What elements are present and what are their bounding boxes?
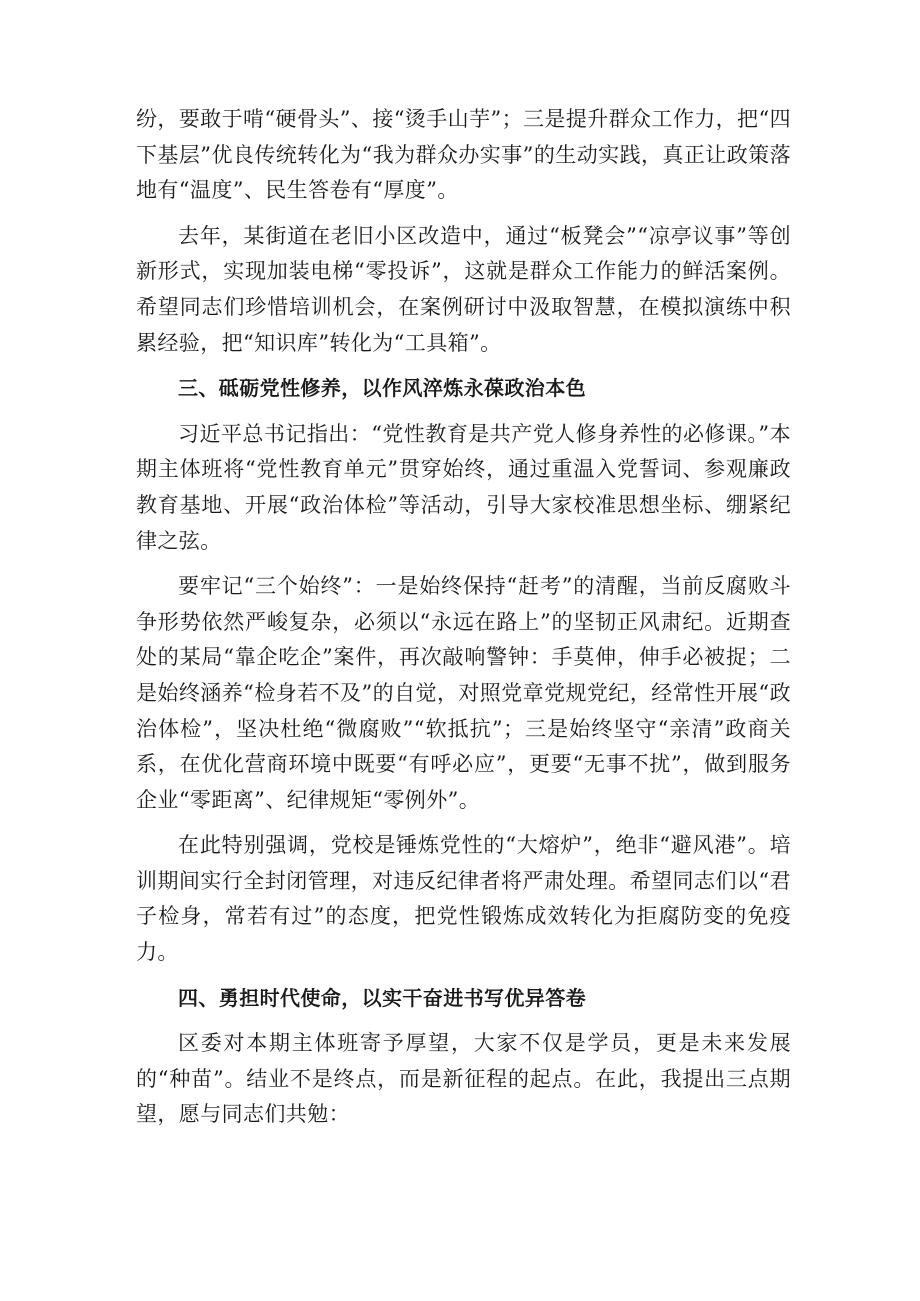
paragraph-gap xyxy=(136,407,791,417)
section-heading-3: 三、砥砺党性修养，以作风淬炼永葆政治本色 xyxy=(178,376,586,401)
section-heading-4: 四、勇担时代使命，以实干奋进书写优异答卷 xyxy=(178,985,586,1010)
paragraph-gap xyxy=(136,1016,791,1026)
paragraph-gap xyxy=(136,818,791,828)
paragraph-gap xyxy=(136,361,791,371)
paragraph-continuation: 纷，要敢于啃“硬骨头”、接“烫手山芋”；三是提升群众工作力，把“四下基层”优良传统转化为“我为群众办实事”的生动实践，真正让政策落地有“温度”、民生答卷有“厚度”。 xyxy=(136,107,791,203)
paragraph-gap xyxy=(136,971,791,981)
document-body xyxy=(136,102,791,1133)
paragraph-expectations: 区委对本期主体班寄予厚望，大家不仅是学员，更是未来发展的“种苗”。结业不是终点，而是新征程的起点。在此，我提出三点期望，愿与同志们共勉： xyxy=(136,1031,791,1127)
paragraph-emphasis: 在此特别强调，党校是锤炼党性的“大熔炉”，绝非“避风港”。培训期间实行全封闭管理，对违反纪律者将严肃处理。希望同志们以“君子检身，常若有过”的态度，把党性锻炼成效转化为拒腐防变的免疫力。 xyxy=(136,833,791,965)
paragraph-party-education: 习近平总书记指出：“党性教育是共产党人修身养性的必修课。”本期主体班将“党性教育单元”贯穿始终，通过重温入党誓词、参观廉政教育基地、开展“政治体检”等活动，引导大家校准思想坐标、绷紧纪律之弦。 xyxy=(136,421,791,553)
paragraph-gap xyxy=(136,559,791,569)
paragraph-gap xyxy=(136,209,791,219)
paragraph-three-always: 要牢记“三个始终”：一是始终保持“赶考”的清醒，当前反腐败斗争形势依然严峻复杂，必须以“永远在路上”的坚韧正风肃纪。近期查处的某局“靠企吃企”案件，再次敲响警钟：手莫伸，伸手必被捉；二是始终涵养“检身若不及”的自觉，对照党章党规党纪，经常性开展“政治体检”，坚决杜绝“微腐败”“软抵抗”；三是始终坚守“亲清”政商关系，在优化营商环境中既要“有呼必应”，更要“无事不扰”，做到服务企业“零距离”、纪律规矩“零例外”。 xyxy=(136,574,791,812)
paragraph-case-example: 去年，某街道在老旧小区改造中，通过“板凳会”“凉亭议事”等创新形式，实现加装电梯“零投诉”，这就是群众工作能力的鲜活案例。希望同志们珍惜培训机会，在案例研讨中汲取智慧，在模拟演练中积累经验，把“知识库”转化为“工具箱”。 xyxy=(136,223,791,355)
